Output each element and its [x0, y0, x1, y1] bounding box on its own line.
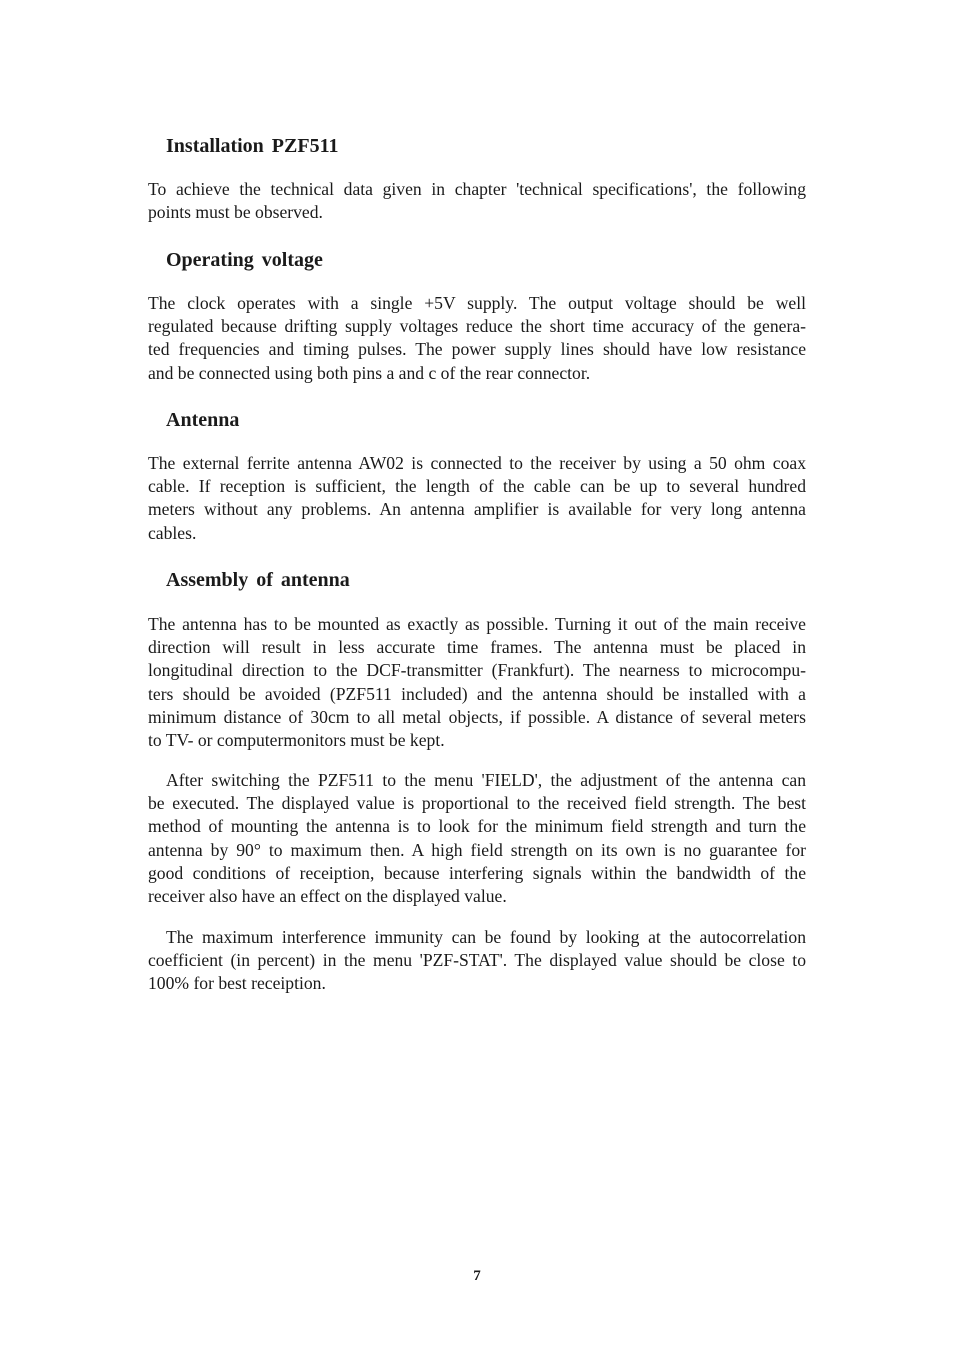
text-line: antenna by 90° to maximum then. A high field strength on its own is no guarantee for — [148, 839, 806, 860]
heading-antenna: Antenna — [166, 409, 240, 431]
text-line: The clock operates with a single +5V supply. The output voltage should be well — [148, 293, 806, 313]
text-line: longitudinal direction to the DCF-transmitter (Frankfurt). The nearness to microcompu- — [148, 660, 806, 681]
text-line: After switching the PZF511 to the menu 'FIELD', the adjustment of the antenna can — [166, 770, 806, 790]
text-line: direction will result in less accurate time frames. The antenna must be placed in — [148, 637, 806, 658]
text-line: The antenna has to be mounted as exactly as possible. Turning it out of the main receive — [148, 614, 806, 634]
text-line: good conditions of receiption, because interfering signals within the bandwidth of the — [148, 862, 806, 883]
text-line: coefficient (in percent) in the menu 'PZF-STAT'. The displayed value should be close to — [148, 950, 806, 971]
text-line: ters should be avoided (PZF511 included) and the antenna should be installed with a — [148, 683, 806, 704]
paragraph-assembly-2 — [148, 769, 806, 908]
text-line: minimum distance of 30cm to all metal objects, if possible. A distance of several meters — [148, 706, 806, 727]
paragraph-antenna — [148, 452, 806, 545]
paragraph-assembly-1 — [148, 613, 806, 752]
text-line: The maximum interference immunity can be found by looking at the autocorrelation — [166, 927, 806, 947]
text-line: 100% for best receiption. — [148, 973, 326, 994]
paragraph-installation-intro — [148, 178, 806, 224]
text-line: method of mounting the antenna is to look for the minimum field strength and turn the — [148, 816, 806, 837]
text-line: To achieve the technical data given in chapter 'technical specifications', the following — [148, 179, 806, 199]
text-line: ted frequencies and timing pulses. The power supply lines should have low resistance — [148, 339, 806, 360]
text-line: points must be observed. — [148, 202, 323, 223]
heading-assembly-of-antenna: Assembly of antenna — [166, 569, 350, 591]
text-line: cables. — [148, 522, 197, 543]
text-line: be executed. The displayed value is proportional to the received field strength. The best — [148, 793, 806, 814]
text-line: to TV- or computermonitors must be kept. — [148, 730, 445, 751]
text-line: meters without any problems. An antenna amplifier is available for very long antenna — [148, 499, 806, 520]
text-line: regulated because drifting supply voltages reduce the short time accuracy of the genera- — [148, 316, 806, 337]
text-line: The external ferrite antenna AW02 is connected to the receiver by using a 50 ohm coax — [148, 453, 806, 473]
heading-operating-voltage: Operating voltage — [166, 249, 323, 271]
heading-installation: Installation PZF511 — [166, 135, 339, 157]
page-number: 7 — [473, 1268, 481, 1284]
text-line: and be connected using both pins a and c of the rear connector. — [148, 362, 591, 383]
paragraph-assembly-3 — [148, 926, 806, 996]
paragraph-operating-voltage — [148, 292, 806, 385]
text-line: cable. If reception is sufficient, the length of the cable can be up to several hundred — [148, 476, 806, 497]
text-line: receiver also have an effect on the displayed value. — [148, 886, 507, 907]
